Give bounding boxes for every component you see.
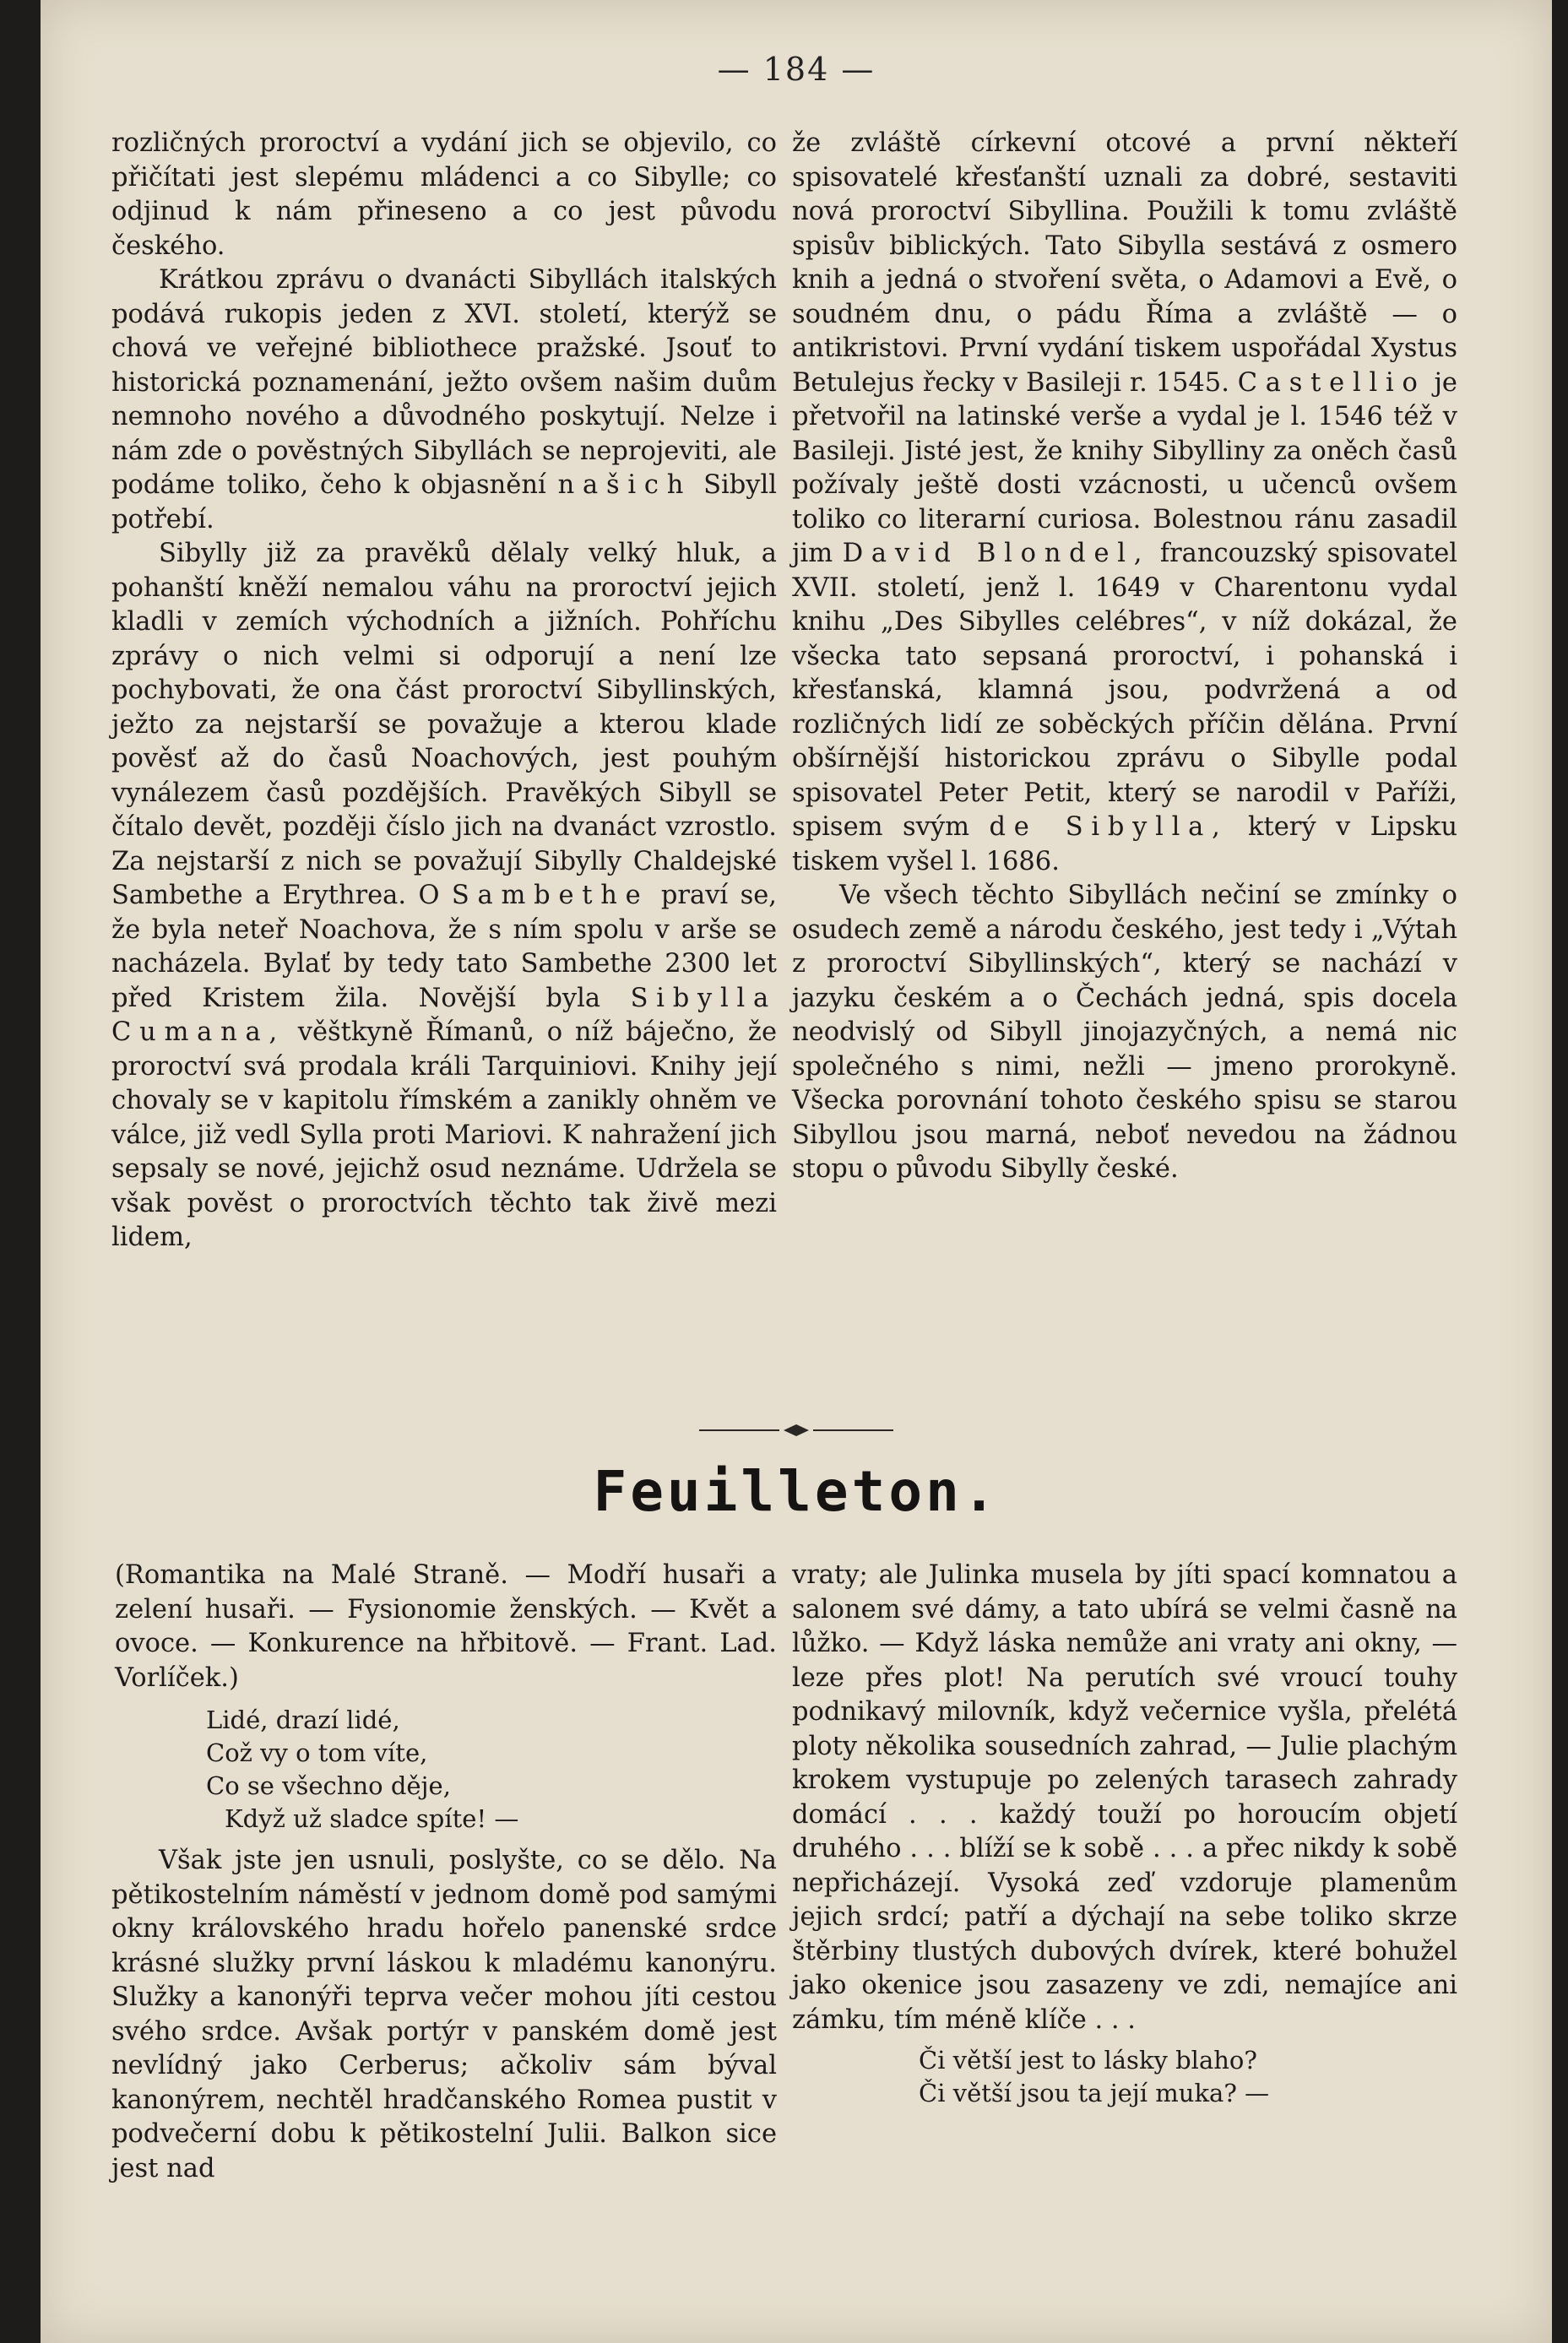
spaced-text: Castellio: [1237, 367, 1426, 398]
text-run: praví se, že byla neteř Noachova, že s ním spolu v arše se nacházela. Bylať by tedy tato Sambethe 2300 let před Kristem žila. Novější byla: [111, 881, 777, 1013]
poem-line: Či větší jsou ta její muka? —: [919, 2079, 1270, 2107]
feuilleton-paragraph: vraty; ale Julinka musela by jíti spací komnatou a salonem své dámy, a tato ubírá se velmi časně na lůžko. — Když láska nemůže ani vraty ani okny, — leze přes plot! Na perutích své vroucí touhy podnikavý milovník, když večernice vyšla, přelétá ploty několika sousedních zahrad, — Julie plachým krokem vystupuje po zelených tarasech zahrady domácí . . . každý touží po horoucím objetí druhého . . . blíží se k sobě . . . a přec nikdy k sobě nepřicházejí. Vysoká zeď vzdoruje plamenům jejich srdcí; patří a dýchají na sebe toliko skrze štěrbiny tlustých dubových dvírek, které bohužel jako okenice jsou zasazeny ve zdi, nemajíce ani zámku, tím méně klíče . . .: [792, 1560, 1457, 2035]
spaced-text: Sambethe: [451, 881, 649, 910]
ornamental-divider: [699, 1422, 893, 1439]
text-run: Sibylly již za pravěků dělaly velký hluk, a pohanští kněží nemalou váhu na proroctví jejich kladli v zemích východních a jižních. Pohříchu zprávy o nich velmi si odporují a není lze pochybovati, že ona část proroctví Sibyllinských, ježto za nejstarší se považuje a kterou klade pověsť až do časů Noachových, jest pouhým vynálezem časů pozdějších. Pravěkých Sibyll se čítalo devět, později číslo jich na dvanáct vzrostlo. Za nejstarší z nich se považují Sibylly Chaldejské Sambethe a Erythrea. O: [111, 539, 777, 910]
poem-line: Když už sladce spíte! —: [225, 1804, 519, 1833]
poem-line: Což vy o tom víte,: [206, 1738, 428, 1767]
text-run: že zvláště církevní otcové a první někteří spisovatelé křesťanští uznali za dobré, sestaviti nová proroctví Sibyllina. Použili k tomu zvláště spisův biblických. Tato Sibylla sestává z osmero knih a jedná o stvoření světa, o Adamovi a Evě, o soudném dnu, o pádu Říma a zvláště — o antikristovi. První vydání tiskem uspořádal Xystus Betulejus řecky v Basileji r. 1545.: [792, 128, 1457, 398]
feuilleton-column-left: [111, 1559, 777, 2186]
poem: [206, 1704, 777, 1836]
feuilleton-heading: Feuilleton.: [593, 1459, 1000, 1524]
feuilleton-paragraph: Však jste jen usnuli, poslyšte, co se dělo. Na pětikostelním náměstí v jednom domě pod samými okny královského hradu hořelo panenské srdce krásné služky první láskou k mladému kanonýru. Služky a kanonýři teprva večer mohou jíti cestou svého srdce. Avšak portýr v panském domě jest nevlídný jako Cerberus; ačkoliv sám býval kanonýrem, nechtěl hradčanského Romea pustit v podvečerní dobu k pětikostelní Julii. Balkon sice jest nad: [111, 1846, 777, 2183]
text-run: který v Lipsku tiskem vyšel l. 1686.: [792, 812, 1457, 876]
divider-ornament-icon: [784, 1424, 809, 1436]
article-paragraph: rozličných proroctví a vydání jich se objevilo, co přičítati jest slepému mládenci a co Sibylle; co odjinud k nám přineseno a co jest původu českého.: [111, 128, 777, 261]
article-paragraph: Ve všech těchto Sibyllách nečiní se zmínky o osudech země a národu českého, jest tedy i „Výtah z proroctví Sibyllinských“, který se nachází v jazyku českém a o Čechách jedná, spis docela neodvislý od Sibyll jinojazyčných, a nemá nic společného s nimi, nežli — jmeno prorokyně. Všecka porovnání tohoto českého spisu se starou Sibyllou jsou marná, neboť nevedou na žádnou stopu o původu Sibylly české.: [792, 881, 1457, 1184]
poem-line: Co se všechno děje,: [206, 1771, 451, 1800]
poem-line: Či větší jest to lásky blaho?: [919, 2046, 1257, 2075]
text-run: Sibyll potřebí.: [111, 470, 777, 534]
article-paragraph: [111, 263, 777, 537]
page-number: — 184 —: [717, 51, 876, 88]
poem-line: Lidé, drazí lidé,: [206, 1706, 400, 1734]
text-run: francouzský spisovatel XVII. století, jenž l. 1649 v Charentonu vydal knihu „Des Sibylles celébres“, v níž dokázal, že všecka tato sepsaná proroctví, i pohanská i křesťanská, klamná jsou, podvržená a od rozličných lidí ze soběckých příčin dělána. První obšírnější historickou zprávu o Sibylle podal spisovatel Peter Petit, který se narodil v Paříži, spisem svým: [792, 539, 1458, 842]
spaced-text: David Blondel,: [842, 539, 1151, 568]
spaced-text: Sibylla Cumana,: [111, 983, 777, 1047]
text-run: věštkyně Římanů, o níž báječno, že proroctví svá prodala králi Tarquiniovi. Knihy její chovaly se v kapitolu římském a zanikly ohněm ve válce, již vedl Sylla proti Mariovi. K nahražení jich sepsaly se nové, jejichž osud neznáme. Udržela se však pověst o proroctvích těchto tak živě mezi lidem,: [111, 1017, 777, 1252]
feuilleton-column-right: [792, 1559, 1457, 2110]
spaced-text: de Sibylla,: [989, 812, 1229, 842]
article-paragraph: [111, 537, 777, 1256]
feuilleton-intro: (Romantika na Malé Straně. — Modří husaři a zelení husaři. — Fysionomie ženských. — Květ a ovoce. — Konkurence na hřbitově. — Frant. Lad. Vorlíček.): [115, 1560, 777, 1693]
newspaper-page: [41, 0, 1552, 2343]
spaced-text: našich: [557, 470, 692, 500]
article-column-left: [111, 127, 777, 1256]
text-run: je přetvořil na latinské verše a vydal je l. 1546 též v Basileji. Jisté jest, že knihy Sibylliny za oněch časů požívaly ještě dosti vzácnosti, u učenců ovšem toliko co literarní curiosa. Bolestnou ránu zasadil jim: [792, 367, 1457, 568]
poem: [919, 2044, 1457, 2110]
article-paragraph: [792, 127, 1457, 879]
article-column-right: [792, 127, 1457, 1187]
text-run: Krátkou zprávu o dvanácti Sibyllách italských podává rukopis jeden z XVI. století, kterýž se chová ve veřejné bibliothece pražské. Jsouť to historická poznamenání, ježto ovšem našim duům nemnoho nového a důvodného poskytují. Nelze i nám zde o pověstných Sibyllách se neprojeviti, ale podáme toliko, čeho k objasnění: [111, 265, 777, 500]
